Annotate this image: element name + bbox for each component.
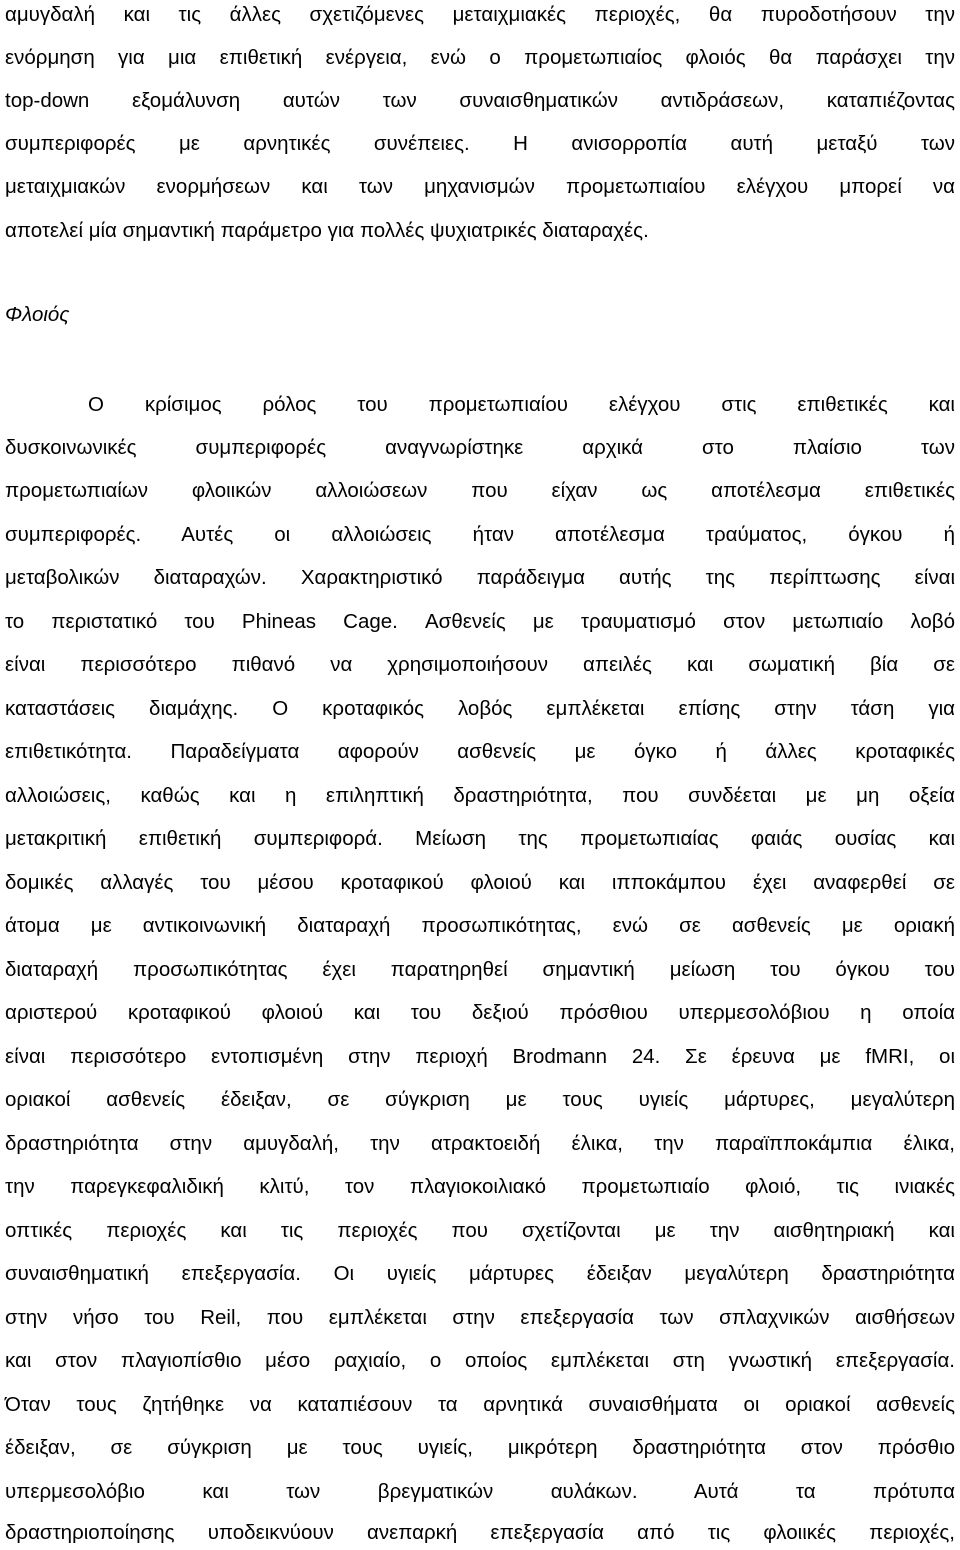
text-line: ενόρμηση για μια επιθετική ενέργεια, ενώ ο προμετωπιαίος φλοιός θα παράσχει την (5, 46, 955, 69)
text-line: αμυγδαλή και τις άλλες σχετιζόμενες μεταιχμιακές περιοχές, θα πυροδοτήσουν την (5, 3, 955, 26)
text-line: δυσκοινωνικές συμπεριφορές αναγνωρίστηκε αρχικά στο πλαίσιο των (5, 436, 955, 459)
text-line: Όταν τους ζητήθηκε να καταπιέσουν τα αρνητικά συναισθήματα οι οριακοί ασθενείς (5, 1393, 955, 1416)
section-heading: Φλοιός (5, 303, 70, 326)
text-line: συναισθηματική επεξεργασία. Οι υγιείς μάρτυρες έδειξαν μεγαλύτερη δραστηριότητα (5, 1262, 955, 1285)
text-line: αριστερού κροταφικού φλοιού και του δεξιού πρόσθιου υπερμεσολόβιου η οποία (5, 1001, 955, 1024)
text-line: συμπεριφορές. Αυτές οι αλλοιώσεις ήταν αποτέλεσμα τραύματος, όγκου ή (5, 523, 955, 546)
text-line: οριακοί ασθενείς έδειξαν, σε σύγκριση με τους υγιείς μάρτυρες, μεγαλύτερη (5, 1088, 955, 1111)
text-line: οπτικές περιοχές και τις περιοχές που σχετίζονται με την αισθητηριακή και (5, 1219, 955, 1242)
text-line: δραστηριότητα στην αμυγδαλή, την ατρακτοειδή έλικα, την παραϊπποκάμπια έλικα, (5, 1132, 955, 1155)
text-line: το περιστατικό του Phineas Cage. Ασθενείς με τραυματισμό στον μετωπιαίο λοβό (5, 610, 955, 633)
text-line: top-down εξομάλυνση αυτών των συναισθηματικών αντιδράσεων, καταπιέζοντας (5, 89, 955, 112)
text-line: στην νήσο του Reil, που εμπλέκεται στην επεξεργασία των σπλαχνικών αισθήσεων (5, 1306, 955, 1329)
text-line: δομικές αλλαγές του μέσου κροταφικού φλοιού και ιπποκάμπου έχει αναφερθεί σε (5, 871, 955, 894)
text-line: έδειξαν, σε σύγκριση με τους υγιείς, μικρότερη δραστηριότητα στον πρόσθιο (5, 1436, 955, 1459)
text-line: είναι περισσότερο πιθανό να χρησιμοποιήσουν απειλές και σωματική βία σε (5, 653, 955, 676)
text-line: υπερμεσολόβιο και των βρεγματικών αυλάκων. Αυτά τα πρότυπα (5, 1480, 955, 1503)
text-line: επιθετικότητα. Παραδείγματα αφορούν ασθενείς με όγκο ή άλλες κροταφικές (5, 740, 955, 763)
text-line: την παρεγκεφαλιδική κλιτύ, τον πλαγιοκοιλιακό προμετωπιαίο φλοιό, τις ινιακές (5, 1175, 955, 1198)
text-line: αλλοιώσεις, καθώς και η επιληπτική δραστηριότητα, που συνδέεται με μη οξεία (5, 784, 955, 807)
text-line: προμετωπιαίων φλοιικών αλλοιώσεων που είχαν ως αποτέλεσμα επιθετικές (5, 479, 955, 502)
text-line: Ο κρίσιμος ρόλος του προμετωπιαίου ελέγχου στις επιθετικές και (88, 393, 955, 416)
text-line: και στον πλαγιοπίσθιο μέσο ραχιαίο, ο οποίος εμπλέκεται στη γνωστική επεξεργασία. (5, 1349, 955, 1372)
text-line: άτομα με αντικοινωνική διαταραχή προσωπικότητας, ενώ σε ασθενείς με οριακή (5, 914, 955, 937)
text-line: διαταραχή προσωπικότητας έχει παρατηρηθεί σημαντική μείωση του όγκου του (5, 958, 955, 981)
text-line: μεταιχμιακών ενορμήσεων και των μηχανισμών προμετωπιαίου ελέγχου μπορεί να (5, 175, 955, 198)
text-line: αποτελεί μία σημαντική παράμετρο για πολλές ψυχιατρικές διαταραχές. (5, 219, 649, 242)
text-line: είναι περισσότερο εντοπισμένη στην περιοχή Brodmann 24. Σε έρευνα με fMRI, οι (5, 1045, 955, 1068)
text-line: μεταβολικών διαταραχών. Χαρακτηριστικό παράδειγμα αυτής της περίπτωσης είναι (5, 566, 955, 589)
text-line: συμπεριφορές με αρνητικές συνέπειες. Η ανισορροπία αυτή μεταξύ των (5, 132, 955, 155)
text-line: καταστάσεις διαμάχης. Ο κροταφικός λοβός εμπλέκεται επίσης στην τάση για (5, 697, 955, 720)
text-line: δραστηριοποίησης υποδεικνύουν ανεπαρκή επεξεργασία από τις φλοιικές περιοχές, (5, 1521, 955, 1544)
text-line: μετακριτική επιθετική συμπεριφορά. Μείωση της προμετωπιαίας φαιάς ουσίας και (5, 827, 955, 850)
